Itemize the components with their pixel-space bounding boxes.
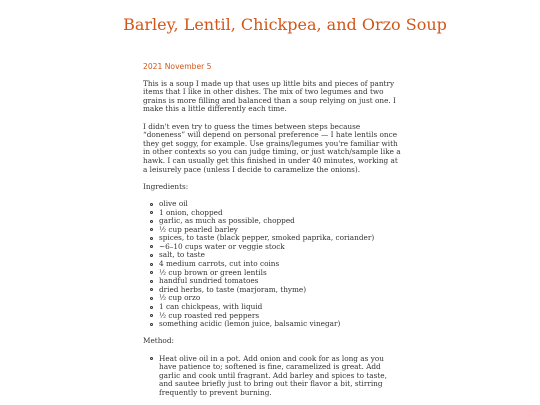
ingredient-item: ~6–10 cups water or veggie stock	[159, 243, 401, 252]
article-body	[143, 63, 401, 405]
ingredient-item: ½ cup brown or green lentils	[159, 269, 401, 278]
ingredient-item: dried herbs, to taste (marjoram, thyme)	[159, 286, 401, 295]
method-step: Heat olive oil in a pot. Add onion and cook for as long as you have patience to; softened is fine, caramelized is great. Add garlic and cook until fragrant. Add barley and spices to taste, and sautee briefly just to bring out their flavor a bit, stirring frequently to prevent burning.	[159, 355, 401, 398]
method-heading: Method:	[143, 336, 174, 346]
ingredient-item: ½ cup roasted red peppers	[159, 312, 401, 321]
ingredients-heading: Ingredients:	[143, 181, 189, 191]
ingredient-item: salt, to taste	[159, 251, 401, 260]
ingredient-item: 1 can chickpeas, with liquid	[159, 303, 401, 312]
ingredient-item: ½ cup pearled barley	[159, 226, 401, 235]
method-list	[143, 355, 401, 398]
ingredient-item: ½ cup orzo	[159, 294, 401, 303]
ingredient-item: something acidic (lemon juice, balsamic vinegar)	[159, 320, 401, 329]
post-date: 2021 November 5	[143, 62, 212, 71]
intro-paragraph: This is a soup I made up that uses up little bits and pieces of pantry items that I like in other dishes. The mix of two legumes and two grains is more filling and balanced than a soup relying on just one. I make this a little differently each time.	[143, 78, 396, 114]
ingredient-item: olive oil	[159, 200, 401, 209]
ingredient-item: handful sundried tomatoes	[159, 277, 401, 286]
ingredients-list	[143, 200, 401, 329]
ingredient-item: spices, to taste (black pepper, smoked paprika, coriander)	[159, 234, 401, 243]
ingredient-item: 4 medium carrots, cut into coins	[159, 260, 401, 269]
page-title: Barley, Lentil, Chickpea, and Orzo Soup	[123, 15, 447, 34]
ingredient-item: garlic, as much as possible, chopped	[159, 217, 401, 226]
ingredient-item: 1 onion, chopped	[159, 209, 401, 218]
timing-paragraph: I didn't even try to guess the times between steps because “doneness” will depend on personal preference — I hate lentils once they get soggy, for example. Use grains/legumes you're familiar with in other contexts so you can judge timing, or just watch/sample like a hawk. I can usually get this finished in under 40 minutes, working at a leisurely pace (unless I decide to caramelize the onions).	[143, 121, 401, 174]
